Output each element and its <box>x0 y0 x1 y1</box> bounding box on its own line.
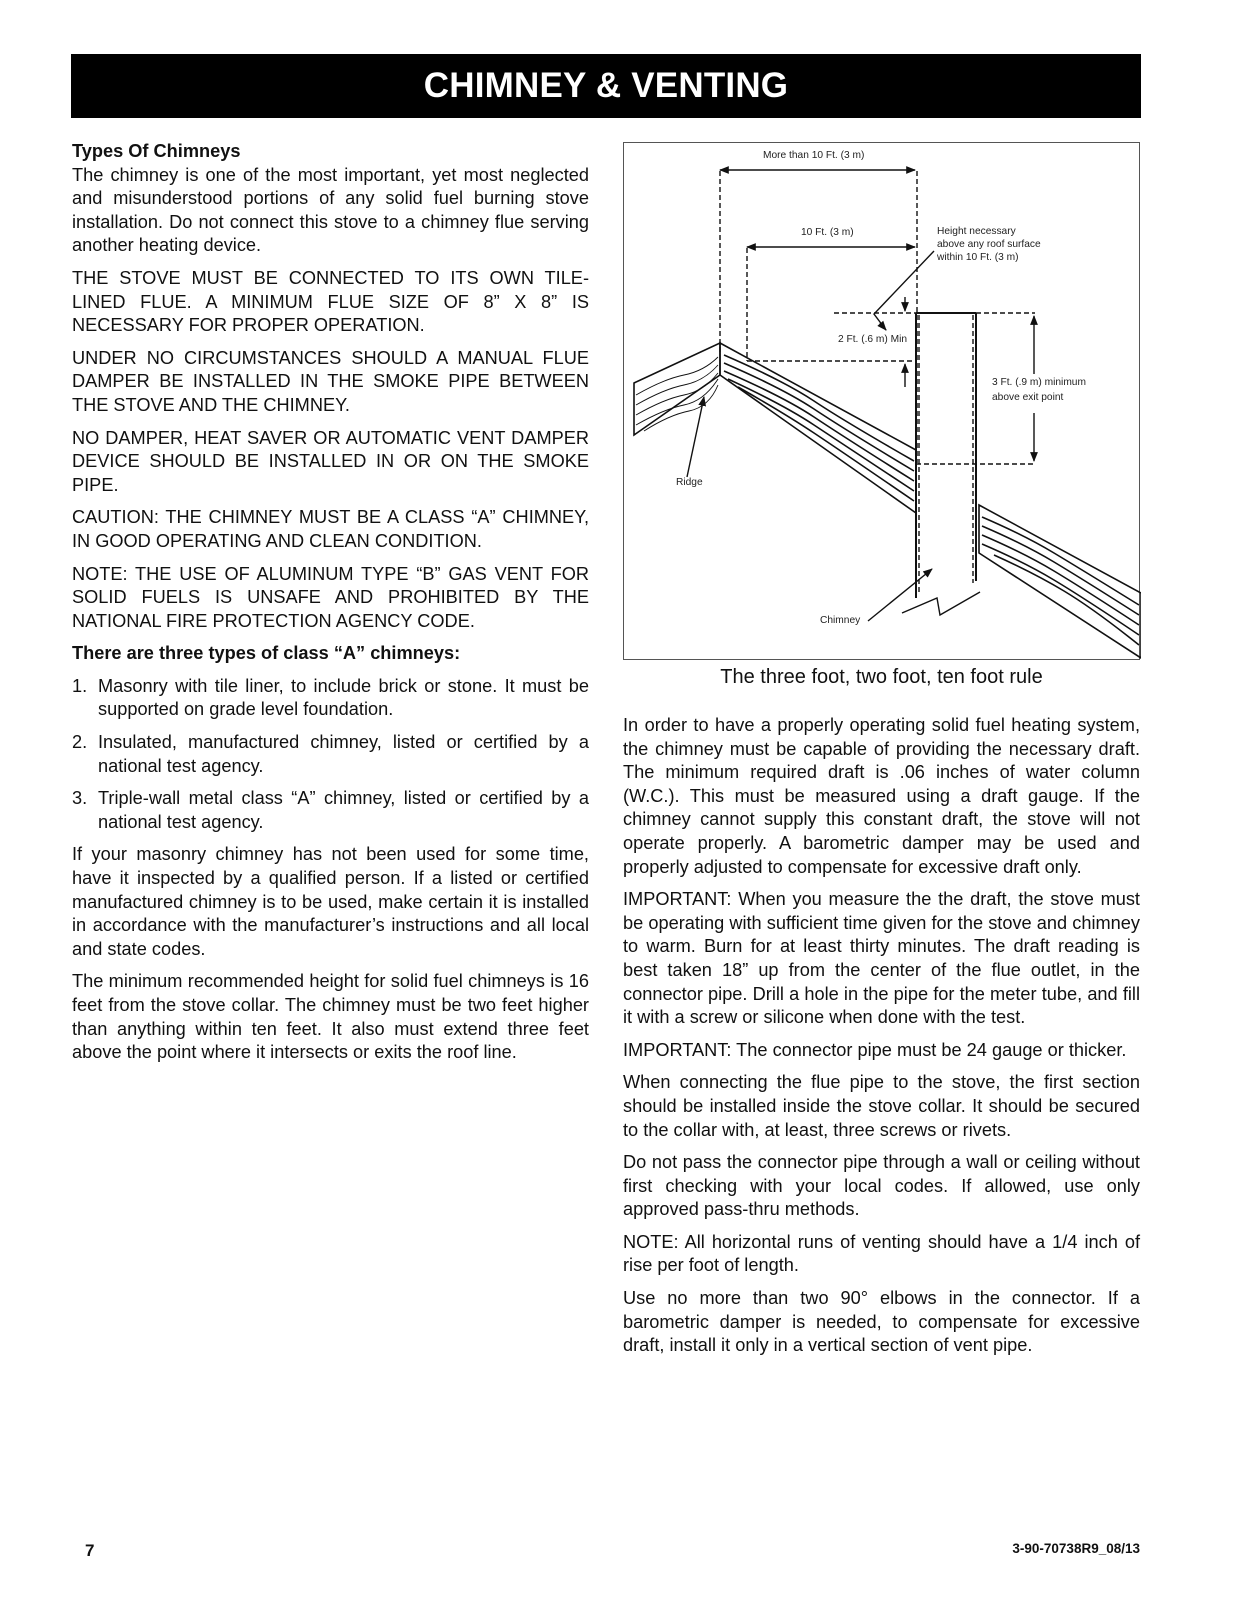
chimney-height-diagram <box>623 142 1140 660</box>
label-10ft: 10 Ft. (3 m) <box>801 227 854 238</box>
label-3ft-min-1: 3 Ft. (.9 m) minimum <box>992 377 1086 388</box>
important-gauge: IMPORTANT: The connector pipe must be 24 gauge or thicker. <box>623 1039 1127 1060</box>
warning-no-manual-damper: UNDER NO CIRCUMSTANCES SHOULD A MANUAL FLUE DAMPER BE INSTALLED IN THE SMOKE PIPE BETWEEN THE STOVE AND THE CHIMNEY. <box>72 347 589 415</box>
list-text: Masonry with tile liner, to include brick or stone. It must be supported on grade level foundation. <box>98 675 589 720</box>
right-column <box>623 714 1140 1367</box>
label-more-than-10ft: More than 10 Ft. (3 m) <box>763 150 865 161</box>
warning-own-flue: THE STOVE MUST BE CONNECTED TO ITS OWN TILE-LINED FLUE. A MINIMUM FLUE SIZE OF 8” X 8” IS NECESSARY FOR PROPER OPERATION. <box>72 267 589 336</box>
figure-caption: The three foot, two foot, ten foot rule <box>720 666 1043 688</box>
note-horizontal-runs: NOTE: All horizontal runs of venting should have a 1/4 inch of rise per foot of length. <box>623 1231 1140 1276</box>
list-item <box>72 731 589 778</box>
list-number: 3. <box>72 788 88 809</box>
left-column <box>72 140 589 1074</box>
connecting-paragraph: When connecting the flue pipe to the stove, the first section should be installed inside the stove collar. It should be secured to the collar with, at least, three screws or rivets. <box>623 1072 1140 1140</box>
page-number: 7 <box>85 1541 95 1560</box>
label-3ft-min-2: above exit point <box>992 392 1064 403</box>
label-2ft-min: 2 Ft. (.6 m) Min <box>838 334 908 345</box>
important-draft-measure: IMPORTANT: When you measure the the draft, the stove must be operating with sufficient time given for the stove and chimney to warm. Burn for at least thirty minutes. The draft reading is best taken 18” up from the center of the flue outlet, in the connector pipe. Drill a hole in the pipe for the meter tube, and fill it with a screw or silicone when done with the test. <box>623 889 1140 1028</box>
list-text: Triple-wall metal class “A” chimney, listed or certified by a national test agency. <box>98 788 589 832</box>
section-title-banner <box>71 54 1141 118</box>
heading-types-of-chimneys: Types Of Chimneys <box>72 141 241 161</box>
elbows-paragraph: Use no more than two 90° elbows in the connector. If a barometric damper is needed, to compensate for excessive draft, install it only in a vertical section of vent pipe. <box>623 1288 1140 1356</box>
label-chimney: Chimney <box>820 615 861 626</box>
pass-through-paragraph: Do not pass the connector pipe through a wall or ceiling without first checking with your local codes. If allowed, use only approved pass-thru methods. <box>623 1152 1140 1220</box>
label-height-necessary-1: Height necessary <box>937 226 1016 237</box>
heading-class-a-types: There are three types of class “A” chimneys: <box>72 643 461 664</box>
document-id: 3-90-70738R9_08/13 <box>1012 1541 1140 1556</box>
list-number: 2. <box>72 732 88 753</box>
warning-no-damper-device: NO DAMPER, HEAT SAVER OR AUTOMATIC VENT DAMPER DEVICE SHOULD BE INSTALLED IN OR ON THE SMOKE PIPE. <box>72 427 589 495</box>
label-height-necessary-2: above any roof surface <box>937 239 1041 250</box>
inspection-paragraph: If your masonry chimney has not been used for some time, have it inspected by a qualified person. If a listed or certified manufactured chimney is to be used, make certain it is installed in accordance with the manufacturer’s instructions and all local and state codes. <box>72 844 589 959</box>
diagram-drawing <box>624 143 1141 661</box>
caution-class-a: CAUTION: THE CHIMNEY MUST BE A CLASS “A” CHIMNEY, IN GOOD OPERATING AND CLEAN CONDITION. <box>72 507 589 551</box>
label-height-necessary-3: within 10 Ft. (3 m) <box>937 252 1019 263</box>
intro-paragraph: The chimney is one of the most important, yet most neglected and misunderstood portions of any solid fuel burning stove installation. Do not connect this stove to a chimney flue serving another heating device. <box>72 164 589 256</box>
list-text: Insulated, manufactured chimney, listed or certified by a national test agency. <box>98 732 589 776</box>
label-ridge: Ridge <box>676 477 703 488</box>
list-item <box>72 675 589 722</box>
draft-paragraph: In order to have a properly operating solid fuel heating system, the chimney must be capable of providing the necessary draft. The minimum required draft is .06 inches of water column (W.C.). This must be measured using a draft gauge. If the chimney cannot supply this constant draft, the stove will not operate properly. A barometric damper may be used and properly adjusted to compensate for excessive draft only. <box>623 715 1140 877</box>
list-item <box>72 787 589 834</box>
height-rule-paragraph: The minimum recommended height for solid fuel chimneys is 16 feet from the stove collar. The chimney must be two feet higher than anything within ten feet. It also must extend three feet above the point where it intersects or exits the roof line. <box>72 971 589 1063</box>
section-title: CHIMNEY & VENTING <box>423 66 789 105</box>
note-type-b-vent: NOTE: THE USE OF ALUMINUM TYPE “B” GAS VENT FOR SOLID FUELS IS UNSAFE AND PROHIBITED BY THE NATIONAL FIRE PROTECTION AGENCY CODE. <box>72 563 589 631</box>
class-a-chimney-list <box>72 675 589 835</box>
list-number: 1. <box>72 675 88 696</box>
